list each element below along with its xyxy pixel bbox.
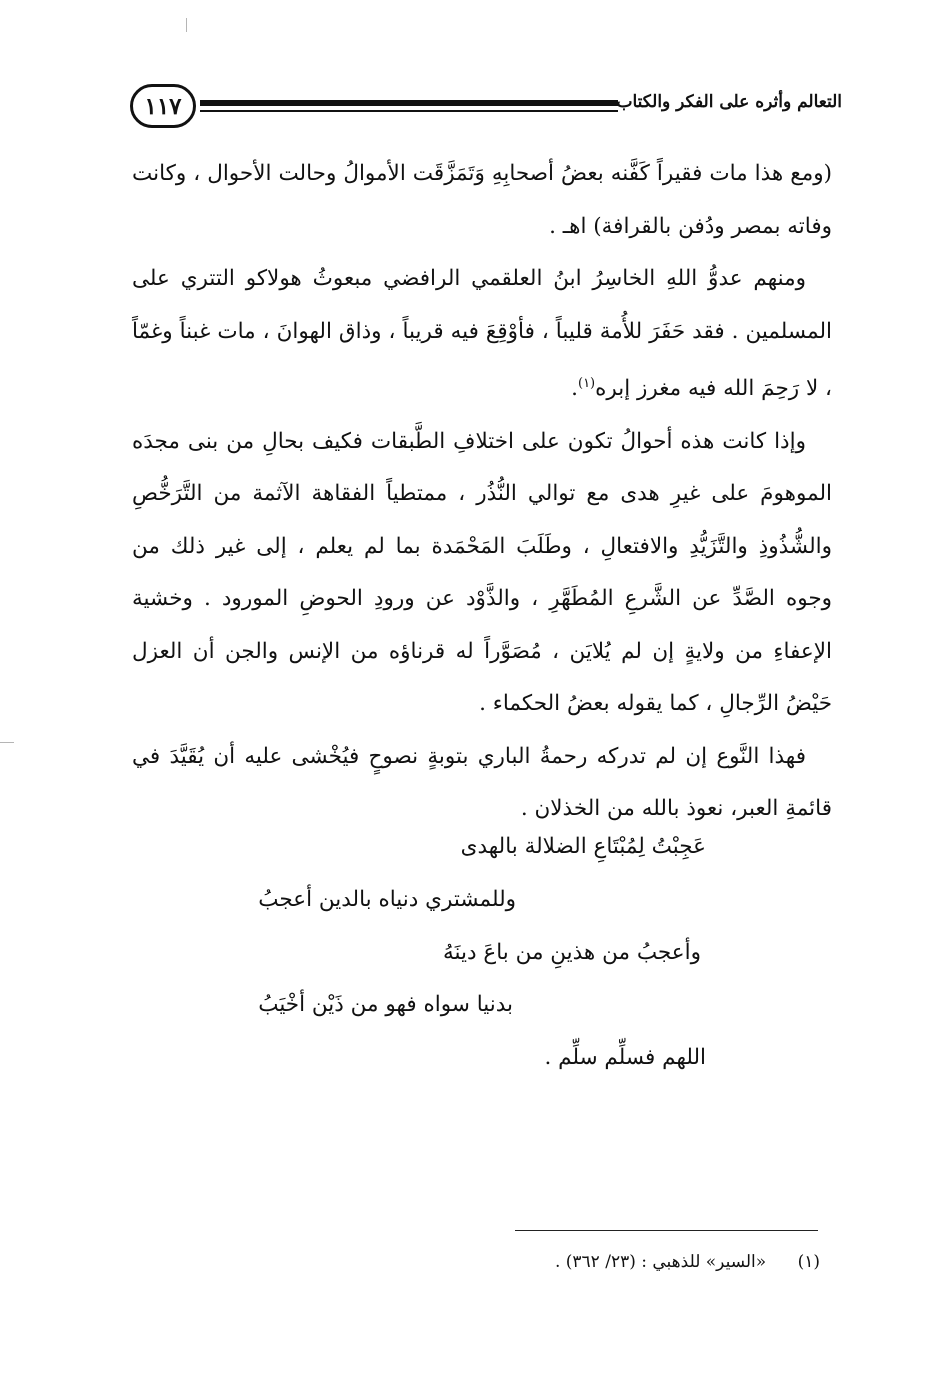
- verse-line-3: وأعجبُ من هذينِ من باعَ دينَهُ: [442, 940, 701, 965]
- page-number-badge: [130, 84, 196, 128]
- header-rule-thin: [200, 110, 618, 112]
- footnote: [555, 1252, 820, 1272]
- verse-line-2: وللمشتري دنياه بالدين أعجبُ: [258, 887, 516, 912]
- crop-mark-left: [0, 742, 14, 743]
- footnote-separator: [515, 1230, 818, 1231]
- running-title: التعالم وأثره على الفكر والكتاب: [616, 92, 842, 112]
- page-header: [130, 84, 842, 136]
- paragraph-2: [132, 253, 832, 416]
- verse-line-4: بدنيا سواه فهو من ذَيْن أخْيَبُ: [258, 992, 513, 1017]
- crop-mark-top: [186, 18, 187, 32]
- footnote-number: (١): [797, 1252, 820, 1272]
- header-rule-thick: [200, 100, 618, 106]
- paragraph-2-tail: .: [571, 376, 578, 402]
- page-number: ١١٧: [144, 92, 182, 120]
- paragraph-3: وإذا كانت هذه أحوالُ تكون على اختلافِ الطَّبقات فكيف بحالِ من بنى مجدَه الموهومَ على غيرِ هدى مع توالي النُّذُر ، ممتطياً الفقاهة الآثمة من التَّرَخُّصِ والشُّذُوذِ والتَّزَيُّدِ والافتعالِ ، وطَلَبَ المَحْمَدة بما لم يعلم ، إلى غير ذلك من وجوه الصَّدِّ عن الشَّرعِ المُطَهَّرِ ، والذَّوْد عن ورودِ الحوضِ المورود . وخشية الإعفاءِ من ولايةٍ إن لم يُلايَن ، مُصَوَّراً له قرناؤه من الإنس والجن أن العزل حَيْضُ الرِّجالِ ، كما يقوله بعضُ الحكماء .: [132, 428, 832, 717]
- closing-line: اللهم فسلِّم سلِّم .: [544, 1045, 706, 1070]
- footnote-text: «السير» للذهبي : (٢٣/ ٣٦٢) .: [554, 1252, 767, 1272]
- main-text: [132, 148, 832, 836]
- verse-line-1: عَجِبْتُ لِمُبْتَاعِ الضلالة بالهدى: [460, 834, 706, 859]
- paragraph-4: فهذا النَّوع إن لم تدركه رحمةُ الباري بتوبةٍ نصوحٍ فيُخْشى عليه أن يُقَيَّدَ في قائمةِ العبر، نعوذ بالله من الخذلان .: [132, 743, 832, 822]
- paragraph-1: (ومع هذا مات فقيراً كَفَّنه بعضُ أصحابِهِ وَتَمَزَّقَت الأموالُ وحالت الأحوال ، وكانت وفاته بمصر ودُفن بالقرافة) اهـ .: [132, 161, 832, 239]
- paragraph-2-text: ومنهم عدوُّ اللهِ الخاسِرُ ابنُ العلقمي الرافضي مبعوثُ هولاكو التتري على المسلمين . فقد حَفَرَ للأُمة قليباً ، فأوْقِعَ فيه قريباً ، وذاق الهوانَ ، مات غبناً وغمّاً ، لا رَحِمَ الله فيه مغرز إبره: [132, 266, 832, 402]
- footnote-ref: (١): [577, 376, 596, 391]
